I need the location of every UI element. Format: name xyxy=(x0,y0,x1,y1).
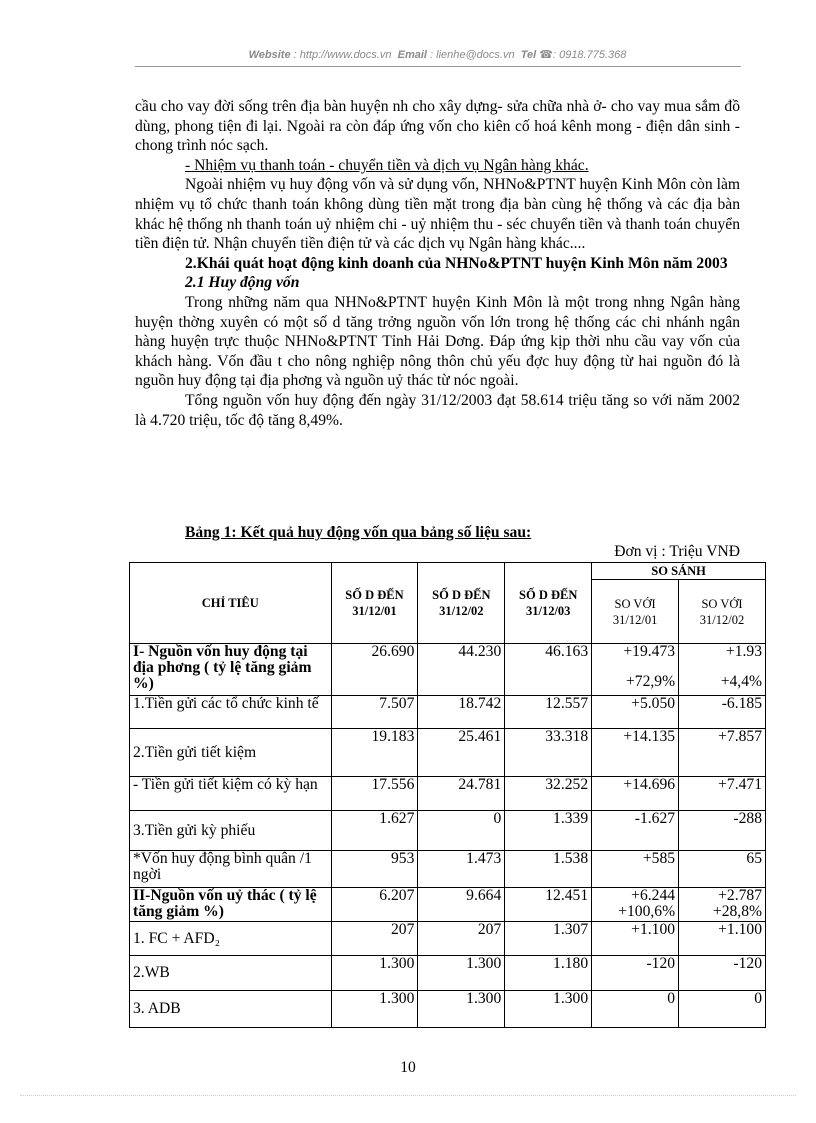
cell-2003: 12.557 xyxy=(505,696,592,729)
cell-vs-2001: 0 xyxy=(592,991,679,1028)
row-label: 3. ADB xyxy=(130,991,332,1028)
email-value: : lienhe@docs.vn xyxy=(430,49,515,61)
cell-vs-2001: -1.627 xyxy=(592,811,679,851)
cell-vs-2001-pct: +100,6% xyxy=(618,903,676,920)
cell-vs-2002: 65 xyxy=(679,851,766,888)
paragraph-1: cầu cho vay đời sống trên địa bàn huyện nh cho xây dựng- sửa chữa nhà ở- cho vay mua sắm đồ dùng, phong tiện đi lại. Ngoài ra còn đáp ứng vốn cho kiên cố hoá kênh mong - điện dân sinh - chong trình nóc sạch. xyxy=(135,98,740,155)
cell-2003: 46.163 xyxy=(505,644,592,696)
row-label: 1. FC + AFD₂ xyxy=(130,922,332,956)
footer-divider xyxy=(20,1095,796,1096)
cell-2003: 1.307 xyxy=(505,922,592,956)
table-row xyxy=(130,851,766,888)
cell-vs-2002: -120 xyxy=(679,956,766,991)
cell-2002: 44.230 xyxy=(418,644,505,696)
table-title: Bảng 1: Kết quả huy động vốn qua bảng số liệu sau: xyxy=(185,524,532,541)
cell-2002: 25.461 xyxy=(418,729,505,777)
row-label: 3.Tiền gửi kỳ phiếu xyxy=(130,811,332,851)
cell-vs-2002-pct: +28,8% xyxy=(712,903,762,920)
header-2002: SỐ D ĐẾN 31/12/02 xyxy=(418,563,505,644)
cell-vs-2001: +585 xyxy=(592,851,679,888)
cell-2003: 1.300 xyxy=(505,991,592,1028)
table-row xyxy=(130,644,766,696)
paragraph-2: Ngoài nhiệm vụ huy động vốn và sử dụng vốn, NHNo&PTNT huyện Kinh Môn còn làm nhiệm vụ tổ chức thanh toán không dùng tiền mặt trong địa bàn cùng hệ thống và các địa bàn khác hệ thống nh thanh toán uỷ nhiệm chi - uỷ nhiệm thu - séc chuyển tiền và thanh toán chuyển tiền điện tử. Nhận chuyển tiền điện tử và các dịch vụ Ngân hàng khác.... xyxy=(135,176,740,253)
cell-vs-2001: +19.473 xyxy=(623,643,676,660)
cell-vs-2002-pct: +4,4% xyxy=(720,673,762,690)
paragraph-4: Tổng nguồn vốn huy động đến ngày 31/12/2003 đạt 58.614 triệu tăng so với năm 2002 là 4.720 triệu, tốc độ tăng 8,49%. xyxy=(135,391,740,429)
cell-2001: 26.690 xyxy=(331,644,418,696)
cell-2003: 1.339 xyxy=(505,811,592,851)
table-row xyxy=(130,729,766,777)
table-row xyxy=(130,922,766,956)
row-label: I- Nguồn vốn huy động tại địa phơng ( tỷ lệ tăng giảm %) xyxy=(130,644,332,696)
table-row xyxy=(130,777,766,811)
header-2003: SỐ D ĐẾN 31/12/03 xyxy=(505,563,592,644)
page-header xyxy=(135,48,740,61)
cell-vs-2002: +2.787 xyxy=(718,887,762,904)
section-heading-2-1: 2.1 Huy động vốn xyxy=(185,274,300,292)
cell-vs-2001: +14.696 xyxy=(592,777,679,811)
cell-2002: 1.473 xyxy=(418,851,505,888)
row-label: *Vốn huy động bình quân /1 ngời xyxy=(130,851,332,888)
page-number: 10 xyxy=(400,1059,416,1076)
cell-2002: 0 xyxy=(418,811,505,851)
table-row xyxy=(130,696,766,729)
cell-2002: 207 xyxy=(418,922,505,956)
cell-vs-2001: -120 xyxy=(592,956,679,991)
tel-value: ☎: 0918.775.368 xyxy=(539,49,627,61)
cell-vs-2002: +1.93 xyxy=(725,643,762,660)
row-label: 2.Tiền gửi tiết kiệm xyxy=(130,729,332,777)
cell-vs-2002: 0 xyxy=(679,991,766,1028)
cell-2002: 18.742 xyxy=(418,696,505,729)
header-compare: SO SÁNH xyxy=(592,563,766,580)
section-heading-2: 2.Khái quát hoạt động kinh doanh của NHNo&PTNT huyện Kinh Môn năm 2003 xyxy=(185,254,728,272)
row-label: II-Nguồn vốn uỷ thác ( tỷ lệ tăng giảm %) xyxy=(130,888,332,922)
cell-2001: 7.507 xyxy=(331,696,418,729)
cell-vs-2002: +7.471 xyxy=(679,777,766,811)
cell-vs-2001-pct: +72,9% xyxy=(625,673,676,690)
header-divider xyxy=(135,66,741,67)
tel-label: Tel xyxy=(520,49,537,61)
website-value: : http://www.docs.vn xyxy=(293,49,392,61)
cell-2001: 1.300 xyxy=(331,991,418,1028)
header-vs-2001: SO VỚI 31/12/01 xyxy=(592,580,679,644)
cell-vs-2001: +14.135 xyxy=(592,729,679,777)
row-label: 2.WB xyxy=(130,956,332,991)
cell-vs-2001: +1.100 xyxy=(592,922,679,956)
row-label: - Tiền gửi tiết kiệm có kỳ hạn xyxy=(130,777,332,811)
header-2001: SỐ D ĐẾN 31/12/01 xyxy=(331,563,418,644)
bullet-payment: - Nhiệm vụ thanh toán - chuyển tiền và dịch vụ Ngân hàng khác. xyxy=(185,156,589,174)
table-row xyxy=(130,888,766,922)
cell-2001: 19.183 xyxy=(331,729,418,777)
table-row xyxy=(130,956,766,991)
cell-vs-2002: +1.100 xyxy=(679,922,766,956)
cell-2002: 1.300 xyxy=(418,956,505,991)
cell-vs-2001: +5.050 xyxy=(592,696,679,729)
cell-vs-2002: -288 xyxy=(679,811,766,851)
email-label: Email xyxy=(397,49,427,61)
cell-2003: 32.252 xyxy=(505,777,592,811)
cell-vs-2001: +6.244 xyxy=(631,887,676,904)
cell-2001: 953 xyxy=(331,851,418,888)
cell-vs-2002: -6.185 xyxy=(679,696,766,729)
cell-2003: 33.318 xyxy=(505,729,592,777)
table-row xyxy=(130,991,766,1028)
cell-2002: 9.664 xyxy=(418,888,505,922)
row-label: 1.Tiền gửi các tổ chức kinh tế xyxy=(130,696,332,729)
cell-2001: 6.207 xyxy=(331,888,418,922)
table-row xyxy=(130,811,766,851)
table-unit: Đơn vị : Triệu VNĐ xyxy=(614,543,740,560)
cell-2002: 1.300 xyxy=(418,991,505,1028)
cell-2002: 24.781 xyxy=(418,777,505,811)
capital-mobilization-table xyxy=(129,562,766,1028)
header-vs-2002: SO VỚI 31/12/02 xyxy=(679,580,766,644)
cell-2003: 1.180 xyxy=(505,956,592,991)
header-indicator: CHỈ TIÊU xyxy=(130,563,332,644)
document-body xyxy=(135,97,740,430)
cell-vs-2002: +7.857 xyxy=(679,729,766,777)
cell-2001: 17.556 xyxy=(331,777,418,811)
website-label: Website xyxy=(248,49,291,61)
paragraph-3: Trong những năm qua NHNo&PTNT huyện Kinh Môn là một trong nhng Ngân hàng huyện thờng xuyên có một số d tăng trởng nguồn vốn lớn trong hệ thống các chi nhánh ngân hàng huyện trực thuộc NHNo&PTNT Tỉnh Hải Dơng. Đáp ứng kịp thời nhu cầu vay vốn của khách hàng. Vốn đầu t cho nông nghiệp nông thôn chủ yếu đợc huy động từ hai nguồn đó là nguồn huy động tại địa phơng và nguồn uỷ thác từ nóc ngoài. xyxy=(135,293,740,390)
cell-2003: 12.451 xyxy=(505,888,592,922)
cell-2001: 207 xyxy=(331,922,418,956)
cell-2001: 1.300 xyxy=(331,956,418,991)
cell-2003: 1.538 xyxy=(505,851,592,888)
cell-2001: 1.627 xyxy=(331,811,418,851)
